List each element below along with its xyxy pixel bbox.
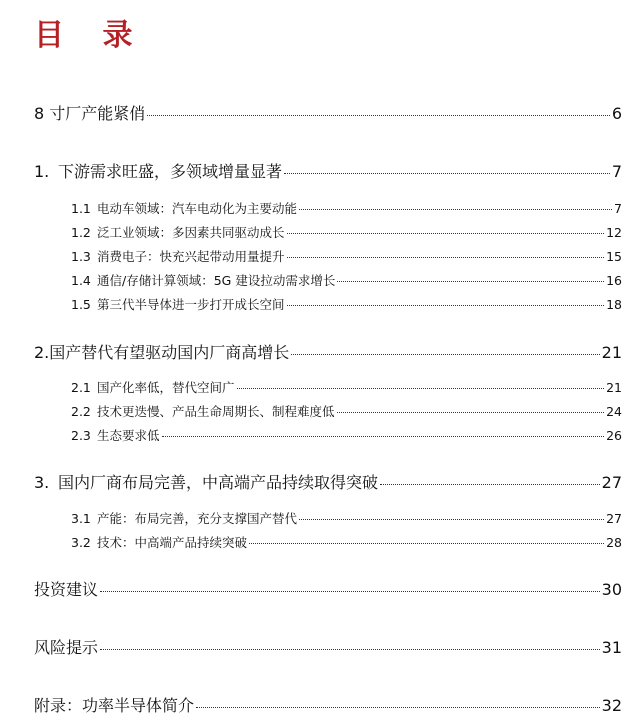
toc-subentry[interactable]: [71, 271, 622, 289]
dot-leader: [291, 354, 599, 355]
toc-subentry[interactable]: [71, 199, 622, 217]
entry-number: 1.1: [71, 201, 91, 216]
entry-label: 泛工业领域：多因素共同驱动成长: [97, 225, 285, 240]
toc-entry[interactable]: [34, 159, 622, 182]
toc-subentry[interactable]: [71, 533, 622, 551]
toc-entry[interactable]: [34, 470, 622, 493]
entry-label: 消费电子：快充兴起带动用量提升: [97, 249, 285, 264]
entry-page: 21: [601, 343, 622, 362]
entry-number: 2.3: [71, 428, 91, 443]
entry-page: 27: [606, 511, 622, 526]
entry-page: 7: [614, 201, 622, 216]
toc-entry[interactable]: [34, 635, 622, 658]
entry-number: 1.: [34, 162, 50, 181]
toc-subentry[interactable]: [71, 402, 622, 420]
entry-page: 30: [601, 580, 622, 599]
dot-leader: [284, 173, 610, 174]
dot-leader: [100, 649, 600, 650]
toc-subentry[interactable]: [71, 295, 622, 313]
entry-label: 下游需求旺盛，多领域增量显著: [58, 162, 283, 181]
entry-page: 7: [611, 162, 622, 181]
entry-number: 1.5: [71, 297, 91, 312]
entry-label: 8 寸厂产能紧俏: [34, 104, 146, 123]
entry-label: 生态要求低: [97, 428, 160, 443]
toc-subentry[interactable]: [71, 247, 622, 265]
entry-page: 6: [611, 104, 622, 123]
entry-label: 国内厂商布局完善，中高端产品持续取得突破: [58, 473, 379, 492]
toc-entry[interactable]: [34, 693, 622, 716]
dot-leader: [237, 388, 605, 389]
entry-page: 27: [601, 473, 622, 492]
dot-leader: [147, 115, 610, 116]
dot-leader: [337, 412, 605, 413]
dot-leader: [337, 281, 604, 282]
dot-leader: [249, 543, 604, 544]
dot-leader: [162, 436, 605, 437]
entry-label: 国产化率低，替代空间广: [97, 380, 235, 395]
entry-label: 通信/存储计算领域：5G 建设拉动需求增长: [97, 273, 336, 288]
entry-number: 3.2: [71, 535, 91, 550]
entry-number: 2.2: [71, 404, 91, 419]
toc-subentry[interactable]: [71, 509, 622, 527]
entry-page: 21: [606, 380, 622, 395]
toc-subentry[interactable]: [71, 426, 622, 444]
entry-page: 26: [606, 428, 622, 443]
dot-leader: [100, 591, 600, 592]
entry-label: 第三代半导体进一步打开成长空间: [97, 297, 285, 312]
entry-page: 31: [601, 638, 622, 657]
entry-number: 1.3: [71, 249, 91, 264]
entry-label: 电动车领域：汽车电动化为主要动能: [97, 201, 298, 216]
toc-subentry[interactable]: [71, 223, 622, 241]
entry-label: 技术：中高端产品持续突破: [97, 535, 248, 550]
toc-entry[interactable]: [34, 340, 622, 363]
dot-leader: [299, 209, 612, 210]
entry-page: 24: [606, 404, 622, 419]
entry-page: 28: [606, 535, 622, 550]
toc-title: 目 录: [34, 18, 147, 53]
entry-page: 32: [601, 696, 622, 715]
entry-number: 3.: [34, 473, 50, 492]
entry-number: 3.1: [71, 511, 91, 526]
entry-number: 1.4: [71, 273, 91, 288]
entry-number: 1.2: [71, 225, 91, 240]
entry-label: 国产替代有望驱动国内厂商高增长: [49, 343, 290, 362]
entry-label: 投资建议: [34, 580, 99, 599]
dot-leader: [287, 257, 605, 258]
entry-page: 18: [606, 297, 622, 312]
entry-label: 附录：功率半导体简介: [34, 696, 195, 715]
entry-page: 16: [606, 273, 622, 288]
dot-leader: [287, 233, 605, 234]
dot-leader: [299, 519, 604, 520]
dot-leader: [287, 305, 605, 306]
toc-entry[interactable]: [34, 577, 622, 600]
entry-page: 12: [606, 225, 622, 240]
entry-label: 技术更迭慢、产品生命周期长、制程难度低: [97, 404, 335, 419]
toc-subentry[interactable]: [71, 378, 622, 396]
entry-page: 15: [606, 249, 622, 264]
entry-label: 产能：布局完善，充分支撑国产替代: [97, 511, 298, 526]
dot-leader: [196, 707, 600, 708]
entry-number: 2.1: [71, 380, 91, 395]
dot-leader: [380, 484, 600, 485]
toc-entry[interactable]: [34, 101, 622, 124]
entry-label: 风险提示: [34, 638, 99, 657]
entry-number: 2.: [34, 343, 50, 362]
